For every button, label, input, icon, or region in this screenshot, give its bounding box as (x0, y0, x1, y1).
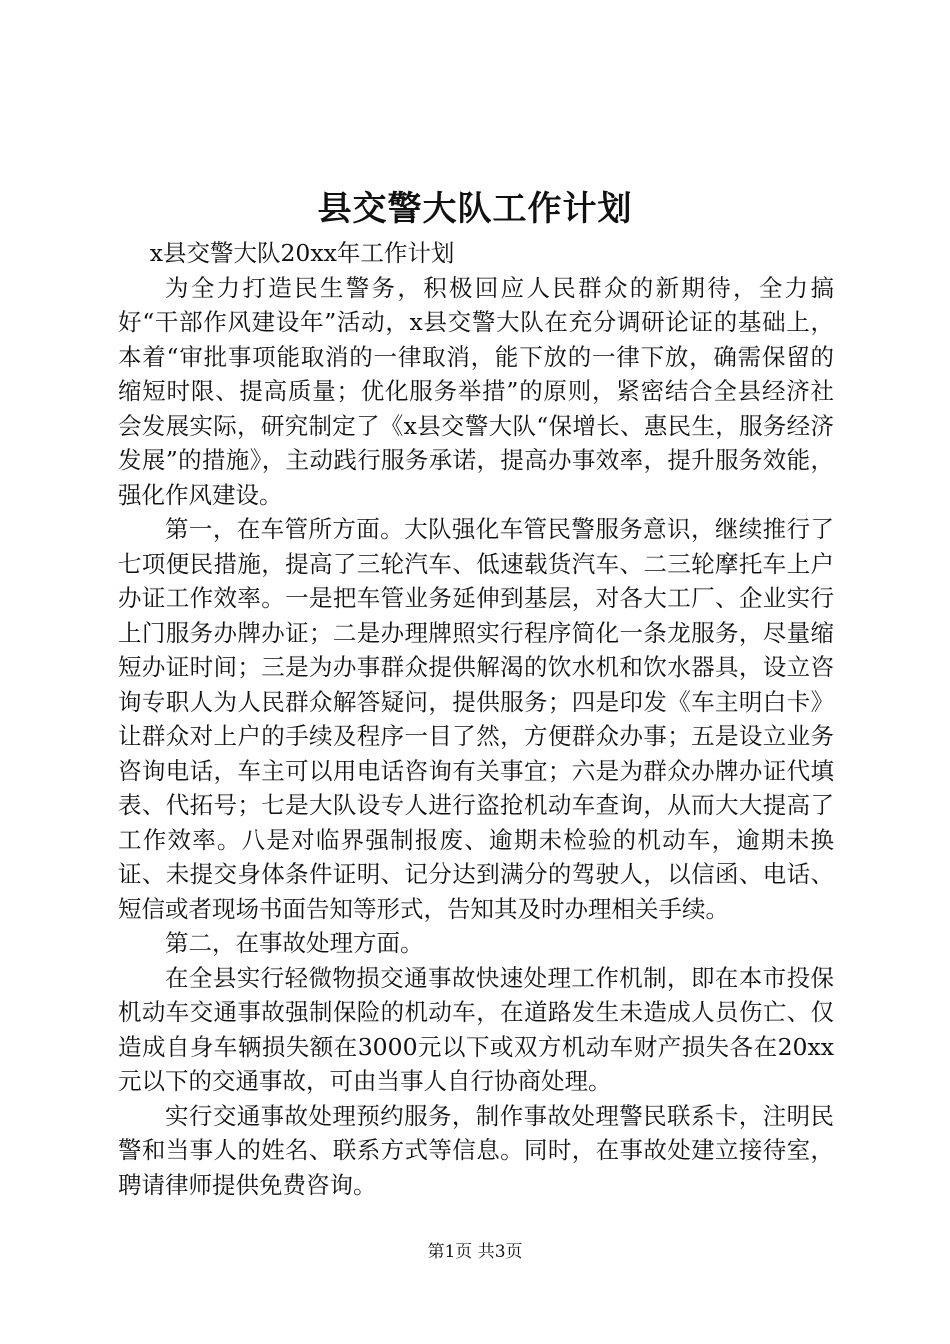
document-title: 县交警大队工作计划 (317, 189, 633, 229)
subtitle-paragraph: x县交警大队20xx年工作计划 (149, 239, 455, 267)
page-number-footer: 第1页 共3页 (427, 1242, 523, 1262)
appointment-service-paragraph: 实行交通事故处理预约服务，制作事故处理警民联系卡，注明民警和当事人的姓名、联系方式等信息。同时，在事故处建立接待室，聘请律师提供免费咨询。 (118, 1101, 834, 1199)
accident-heading-paragraph: 第二，在事故处理方面。 (165, 929, 424, 957)
intro-paragraph: 为全力打造民生警务，积极回应人民群众的新期待，全力搞好“干部作风建设年”活动，x县交警大队在充分调研论证的基础上，本着“审批事项能取消的一律取消，能下放的一律下放，确需保留的缩短时限、提高质量；优化服务举措”的原则，紧密结合全县经济社会发展实际，研究制定了《x县交警大队“保增长、惠民生，服务经济发展”的措施》，主动践行服务承诺，提高办事效率，提升服务效能，强化作风建设。 (118, 273, 834, 509)
quick-handling-paragraph: 在全县实行轻微物损交通事故快速处理工作机制，即在本市投保机动车交通事故强制保险的机动车，在道路发生未造成人员伤亡、仅造成自身车辆损失额在3000元以下或双方机动车财产损失各在20xx元以下的交通事故，可由当事人自行协商处理。 (118, 963, 834, 1095)
document-body (118, 236, 834, 1202)
vehicle-office-paragraph: 第一，在车管所方面。大队强化车管民警服务意识，继续推行了七项便民措施，提高了三轮汽车、低速载货汽车、二三轮摩托车上户办证工作效率。一是把车管业务延伸到基层，对各大工厂、企业实行上门服务办牌办证；二是办理牌照实行程序简化一条龙服务，尽量缩短办证时间；三是为办事群众提供解渴的饮水机和饮水器具，设立咨询专职人为人民群众解答疑问，提供服务；四是印发《车主明白卡》让群众对上户的手续及程序一目了然，方便群众办事；五是设立业务咨询电话，车主可以用电话咨询有关事宜；六是为群众办牌办证代填表、代拓号；七是大队设专人进行盗抢机动车查询，从而大大提高了工作效率。八是对临界强制报废、逾期未检验的机动车，逾期未换证、未提交身体条件证明、记分达到满分的驾驶人，以信函、电话、短信或者现场书面告知等形式，告知其及时办理相关手续。 (118, 515, 834, 923)
